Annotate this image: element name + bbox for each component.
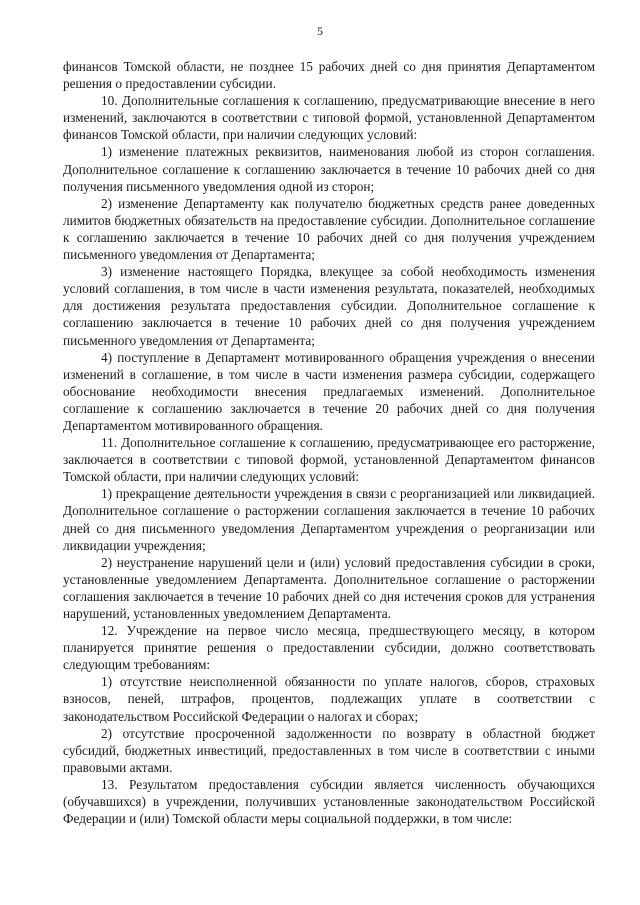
paragraph-continuation: финансов Томской области, не позднее 15 рабочих дней со дня принятия Департаментом решения о предоставлении субсидии. [63,59,595,92]
paragraph-item-11: 11. Дополнительное соглашение к соглашению, предусматривающее его расторжение, заключается в соответствии с типовой формой, установленной Департаментом финансов Томской области, при наличии следующих условий: [63,435,595,485]
paragraph-item-11-1: 1) прекращение деятельности учреждения в связи с реорганизацией или ликвидацией. Дополнительное соглашение о расторжении соглашения заключается в течение 10 рабочих дней со дня письменного уведомления Департаментом учреждения о реорганизации или ликвидации учреждения; [63,486,595,553]
paragraph-item-12-1: 1) отсутствие неисполненной обязанности по уплате налогов, сборов, страховых взносов, пеней, штрафов, процентов, подлежащих уплате в соответствии с законодательством Российской Федерации о налогах и сборах; [63,674,595,724]
paragraph-item-10: 10. Дополнительные соглашения к соглашению, предусматривающие внесение в него изменений, заключаются в соответствии с типовой формой, установленной Департаментом финансов Томской области, при наличии следующих условий: [63,93,595,143]
document-body [63,58,595,827]
paragraph-item-10-2: 2) изменение Департаменту как получателю бюджетных средств ранее доведенных лимитов бюджетных обязательств на предоставление субсидии. Дополнительное соглашение к соглашению заключается в течение 10 рабочих дней со дня получения учреждением письменного уведомления от Департамента; [63,195,595,263]
paragraph-item-12-2: 2) отсутствие просроченной задолженности по возврату в областной бюджет субсидий, бюджетных инвестиций, предоставленных в том числе в соответствии с иными правовыми актами. [63,725,595,775]
paragraph-item-12: 12. Учреждение на первое число месяца, предшествующего месяцу, в котором планируется принятие решения о предоставлении субсидии, должно соответствовать следующим требованиям: [63,623,595,673]
paragraph-item-10-4: 4) поступление в Департамент мотивированного обращения учреждения о внесении изменений в соглашение, в том числе в части изменения размера субсидии, содержащего обоснование необходимости внесения предлагаемых изменений. Дополнительное соглашение к соглашению заключается в течение 20 рабочих дней со дня получения Департаментом мотивированного обращения. [63,349,595,433]
page-number: 5 [317,24,323,38]
paragraph-item-10-1: 1) изменение платежных реквизитов, наименования любой из сторон соглашения. Дополнительное соглашение к соглашению заключается в течение 10 рабочих дней со дня получения письменного уведомления одной из сторон; [63,144,595,194]
paragraph-item-10-3: 3) изменение настоящего Порядка, влекущее за собой необходимость изменения условий соглашения, в том числе в части изменения результата, показателей, необходимых для достижения результата предоставления субсидии. Дополнительное соглашение к соглашению заключается в течение 10 рабочих дней со дня получения учреждением письменного уведомления от Департамента; [63,264,595,348]
paragraph-item-13: 13. Результатом предоставления субсидии является численность обучающихся (обучавшихся) в учреждении, получивших установленные законодательством Российской Федерации и (или) Томской области меры социальной поддержки, в том числе: [63,776,595,827]
paragraph-item-11-2: 2) неустранение нарушений цели и (или) условий предоставления субсидии в сроки, установленные уведомлением Департамента. Дополнительное соглашение о расторжении соглашения заключается в течение 10 рабочих дней со дня истечения сроков для устранения нарушений, установленных уведомлением Департамента. [63,554,595,621]
